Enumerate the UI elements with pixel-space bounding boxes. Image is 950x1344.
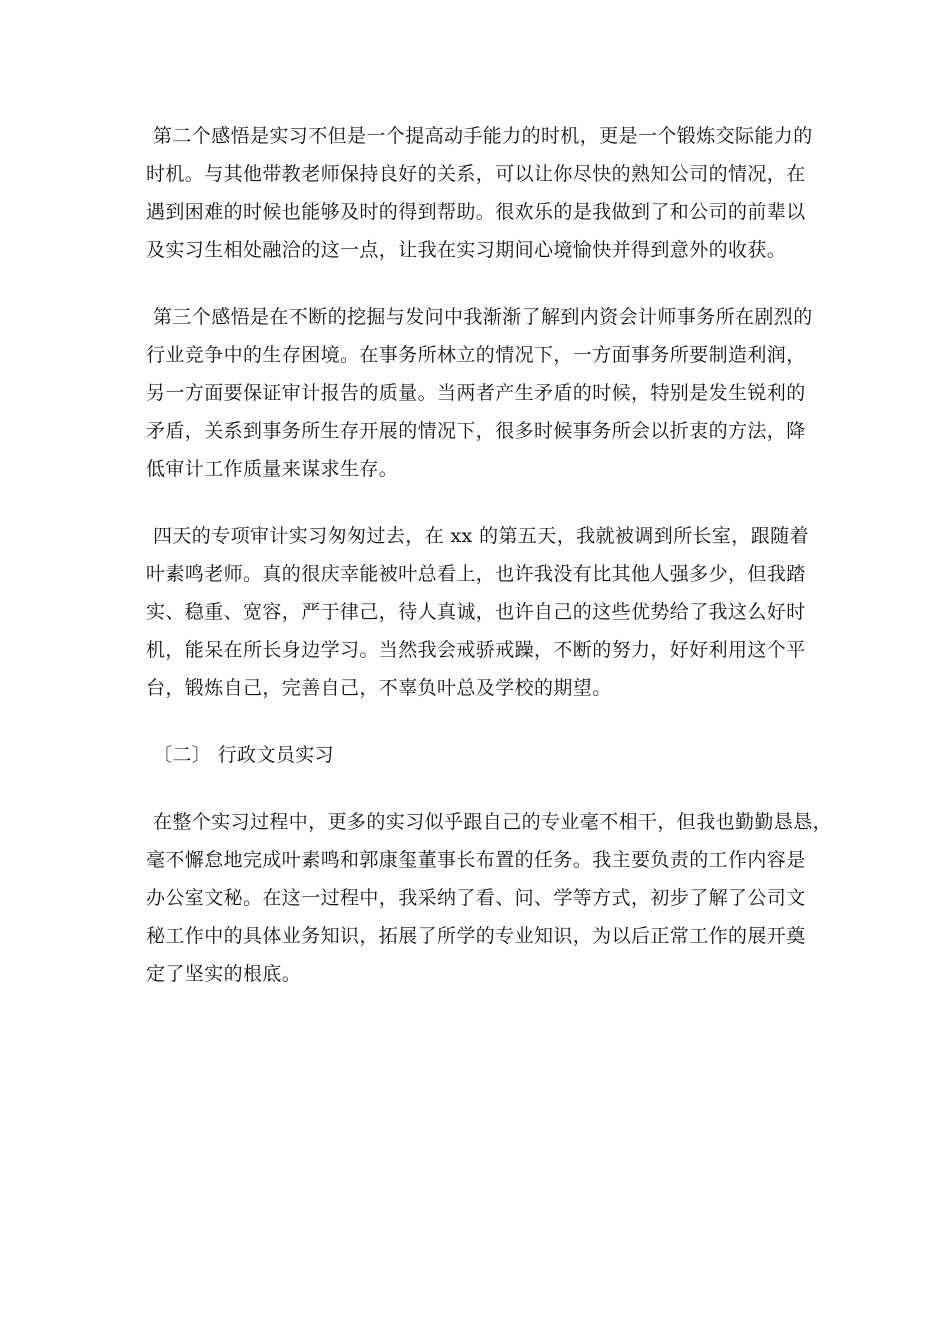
text-line: 遇到困难的时候也能够及时的得到帮助。很欢乐的是我做到了和公司的前辈以 <box>146 201 806 223</box>
text-line: 实、稳重、宽容，严于律己，待人真诚，也许自己的这些优势给了我这么好时 <box>146 601 806 623</box>
text-line: 毫不懈怠地完成叶素鸣和郭康玺董事长布置的任务。我主要负责的工作内容是 <box>146 849 806 871</box>
text-line: 矛盾，关系到事务所生存开展的情况下，很多时候事务所会以折衷的方法，降 <box>146 420 806 442</box>
text-line: 机，能呆在所长身边学习。当然我会戒骄戒躁，不断的努力，好好利用这个平 <box>146 639 806 661</box>
text-line: 叶素鸣老师。真的很庆幸能被叶总看上，也许我没有比其他人强多少，但我踏 <box>146 563 806 585</box>
text-line: 行业竞争中的生存困境。在事务所林立的情况下，一方面事务所要制造利润， <box>146 344 806 366</box>
text-line: 第二个感悟是实习不但是一个提高动手能力的时机，更是一个锻炼交际能力的 <box>153 125 813 147</box>
text-line: 四天的专项审计实习匆匆过去，在 xx 的第五天，我就被调到所长室，跟随着 <box>153 525 809 547</box>
text-line: 办公室文秘。在这一过程中，我采纳了看、问、学等方式，初步了解了公司文 <box>146 887 806 909</box>
text-line: 在整个实习过程中，更多的实习似乎跟自己的专业毫不相干，但我也勤勤恳恳， <box>153 811 833 833</box>
text-line: 第三个感悟是在不断的挖掘与发问中我渐渐了解到内资会计师事务所在剧烈的 <box>153 306 813 328</box>
text-line: 时机。与其他带教老师保持良好的关系，可以让你尽快的熟知公司的情况，在 <box>146 163 806 185</box>
section-heading-text: 〔二〕 行政文员实习 <box>153 744 335 766</box>
text-line: 定了坚实的根底。 <box>146 963 302 985</box>
text-line: 及实习生相处融洽的这一点，让我在实习期间心境愉快并得到意外的收获。 <box>146 239 787 261</box>
text-line: 台，锻炼自己，完善自己，不辜负叶总及学校的期望。 <box>146 677 612 699</box>
text-line: 秘工作中的具体业务知识，拓展了所学的专业知识，为以后正常工作的展开奠 <box>146 925 806 947</box>
text-line: 低审计工作质量来谋求生存。 <box>146 458 399 480</box>
text-line: 另一方面要保证审计报告的质量。当两者产生矛盾的时候，特别是发生锐利的 <box>146 382 806 404</box>
